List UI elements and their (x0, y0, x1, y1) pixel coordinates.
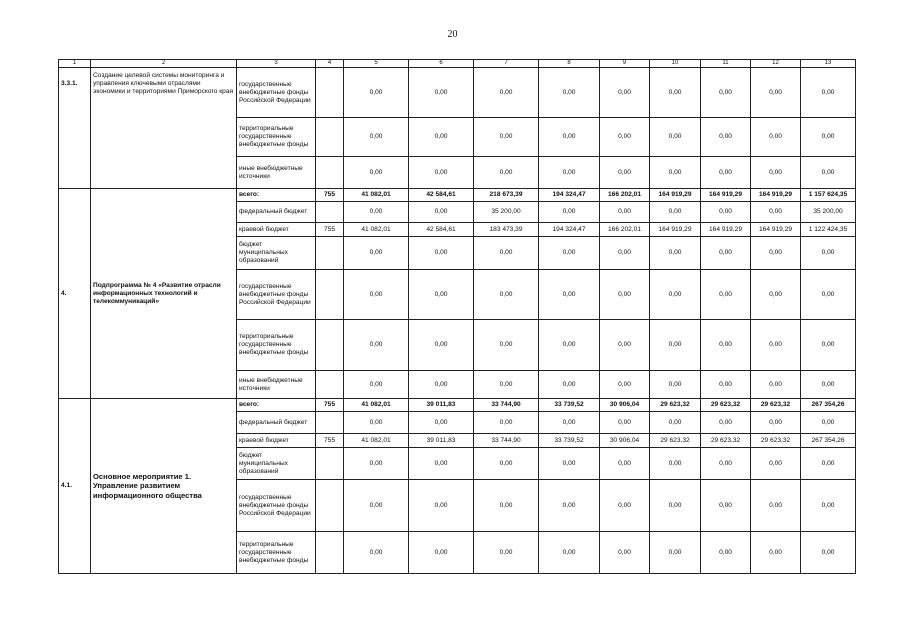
value-cell: 0,00 (344, 371, 409, 399)
value-cell: 267 354,26 (801, 434, 856, 448)
value-cell: 0,00 (650, 532, 701, 574)
value-cell: 0,00 (751, 532, 801, 574)
item-name: Подпрограмма № 4 «Развитие отрасли информационных технологий и телекоммуникаций» (91, 189, 237, 399)
value-cell: 0,00 (474, 237, 539, 270)
funding-source: иные внебюджетные источники (237, 157, 316, 189)
value-cell: 0,00 (701, 68, 751, 118)
header-cell: 7 (474, 60, 539, 68)
value-cell: 0,00 (801, 480, 856, 532)
value-cell: 1 157 624,35 (801, 189, 856, 202)
value-cell: 0,00 (701, 320, 751, 371)
value-cell: 29 623,32 (701, 434, 751, 448)
header-cell: 5 (344, 60, 409, 68)
value-cell: 0,00 (600, 371, 650, 399)
funding-source: краевой бюджет (237, 223, 316, 237)
value-cell: 0,00 (751, 270, 801, 320)
value-cell: 0,00 (801, 412, 856, 434)
funding-source: всего: (237, 399, 316, 412)
value-cell: 0,00 (600, 532, 650, 574)
value-cell: 194 324,47 (539, 223, 600, 237)
value-cell: 0,00 (701, 270, 751, 320)
value-cell: 0,00 (539, 532, 600, 574)
code-cell (316, 202, 344, 223)
value-cell: 164 919,29 (751, 189, 801, 202)
header-cell: 9 (600, 60, 650, 68)
code-cell (316, 68, 344, 118)
value-cell: 0,00 (600, 202, 650, 223)
value-cell: 30 906,04 (600, 399, 650, 412)
code-cell (316, 532, 344, 574)
funding-source: государственные внебюджетные фонды Российской Федерации (237, 270, 316, 320)
value-cell: 0,00 (474, 448, 539, 480)
value-cell: 0,00 (650, 118, 701, 157)
value-cell: 0,00 (474, 270, 539, 320)
value-cell: 0,00 (701, 412, 751, 434)
value-cell: 0,00 (409, 157, 474, 189)
value-cell: 0,00 (801, 270, 856, 320)
code-cell (316, 118, 344, 157)
header-cell: 6 (409, 60, 474, 68)
value-cell: 164 919,29 (701, 189, 751, 202)
value-cell: 0,00 (751, 448, 801, 480)
funding-source: иные внебюджетные источники (237, 371, 316, 399)
value-cell: 0,00 (409, 480, 474, 532)
item-number: 4. (59, 189, 91, 399)
value-cell: 0,00 (600, 412, 650, 434)
value-cell: 0,00 (751, 480, 801, 532)
funding-source: федеральный бюджет (237, 412, 316, 434)
value-cell: 0,00 (650, 320, 701, 371)
value-cell: 0,00 (474, 320, 539, 371)
value-cell: 0,00 (701, 157, 751, 189)
value-cell: 0,00 (650, 237, 701, 270)
value-cell: 41 082,01 (344, 189, 409, 202)
value-cell: 0,00 (801, 237, 856, 270)
value-cell: 0,00 (600, 237, 650, 270)
table-row (59, 68, 856, 118)
funding-source: территориальные государственные внебюджетные фонды (237, 118, 316, 157)
page-number: 20 (447, 29, 458, 40)
value-cell: 0,00 (600, 68, 650, 118)
item-name: Основное мероприятие 1. Управление развитием информационного общества (91, 399, 237, 574)
value-cell: 33 744,90 (474, 399, 539, 412)
table-row (59, 399, 856, 412)
table-row (59, 189, 856, 202)
value-cell: 0,00 (801, 532, 856, 574)
budget-table (58, 59, 856, 574)
code-cell: 755 (316, 223, 344, 237)
value-cell: 0,00 (701, 237, 751, 270)
value-cell: 0,00 (474, 532, 539, 574)
code-cell (316, 371, 344, 399)
value-cell: 0,00 (539, 118, 600, 157)
code-cell: 755 (316, 434, 344, 448)
value-cell: 0,00 (409, 237, 474, 270)
value-cell: 0,00 (539, 157, 600, 189)
value-cell: 35 200,00 (474, 202, 539, 223)
value-cell: 0,00 (801, 157, 856, 189)
value-cell: 0,00 (344, 480, 409, 532)
value-cell: 166 202,01 (600, 189, 650, 202)
value-cell: 0,00 (701, 532, 751, 574)
funding-source: государственные внебюджетные фонды Российской Федерации (237, 480, 316, 532)
value-cell: 0,00 (650, 202, 701, 223)
value-cell: 0,00 (801, 118, 856, 157)
value-cell: 0,00 (344, 532, 409, 574)
value-cell: 29 623,32 (701, 399, 751, 412)
value-cell: 0,00 (344, 270, 409, 320)
header-cell: 8 (539, 60, 600, 68)
value-cell: 0,00 (474, 68, 539, 118)
value-cell: 0,00 (409, 202, 474, 223)
value-cell: 0,00 (344, 68, 409, 118)
value-cell: 33 744,90 (474, 434, 539, 448)
code-cell: 755 (316, 189, 344, 202)
value-cell: 0,00 (539, 68, 600, 118)
header-cell: 10 (650, 60, 701, 68)
value-cell: 0,00 (650, 157, 701, 189)
value-cell: 0,00 (600, 157, 650, 189)
value-cell: 41 082,01 (344, 434, 409, 448)
value-cell: 0,00 (701, 118, 751, 157)
value-cell: 0,00 (751, 157, 801, 189)
value-cell: 0,00 (409, 68, 474, 118)
value-cell: 0,00 (701, 480, 751, 532)
code-cell (316, 157, 344, 189)
value-cell: 0,00 (539, 371, 600, 399)
value-cell: 0,00 (539, 448, 600, 480)
code-cell (316, 237, 344, 270)
value-cell: 0,00 (539, 270, 600, 320)
value-cell: 0,00 (539, 320, 600, 371)
value-cell: 0,00 (344, 237, 409, 270)
value-cell: 0,00 (701, 202, 751, 223)
value-cell: 0,00 (751, 320, 801, 371)
value-cell: 39 011,83 (409, 399, 474, 412)
item-number: 3.3.1. (59, 68, 91, 189)
value-cell: 218 673,39 (474, 189, 539, 202)
value-cell: 33 739,52 (539, 434, 600, 448)
value-cell: 0,00 (650, 480, 701, 532)
value-cell: 0,00 (701, 448, 751, 480)
value-cell: 0,00 (600, 320, 650, 371)
value-cell: 183 473,39 (474, 223, 539, 237)
value-cell: 0,00 (344, 448, 409, 480)
value-cell: 0,00 (539, 480, 600, 532)
value-cell: 166 202,01 (600, 223, 650, 237)
code-cell (316, 480, 344, 532)
value-cell: 0,00 (600, 270, 650, 320)
value-cell: 0,00 (344, 320, 409, 371)
value-cell: 0,00 (751, 202, 801, 223)
funding-source: бюджет муниципальных образований (237, 448, 316, 480)
value-cell: 42 584,61 (409, 223, 474, 237)
value-cell: 267 354,26 (801, 399, 856, 412)
value-cell: 164 919,29 (650, 223, 701, 237)
value-cell: 0,00 (474, 371, 539, 399)
value-cell: 42 584,61 (409, 189, 474, 202)
funding-source: бюджет муниципальных образований (237, 237, 316, 270)
value-cell: 0,00 (650, 448, 701, 480)
value-cell: 0,00 (650, 68, 701, 118)
value-cell: 29 623,32 (650, 399, 701, 412)
value-cell: 0,00 (474, 157, 539, 189)
value-cell: 29 623,32 (751, 399, 801, 412)
code-cell (316, 270, 344, 320)
value-cell: 0,00 (801, 448, 856, 480)
header-cell: 11 (701, 60, 751, 68)
value-cell: 0,00 (751, 412, 801, 434)
item-number: 4.1. (59, 399, 91, 574)
value-cell: 0,00 (650, 371, 701, 399)
value-cell: 41 082,01 (344, 223, 409, 237)
value-cell: 0,00 (751, 237, 801, 270)
header-cell: 2 (91, 60, 237, 68)
value-cell: 164 919,29 (701, 223, 751, 237)
value-cell: 0,00 (539, 412, 600, 434)
value-cell: 0,00 (344, 202, 409, 223)
value-cell: 0,00 (344, 412, 409, 434)
value-cell: 0,00 (751, 118, 801, 157)
value-cell: 41 082,01 (344, 399, 409, 412)
value-cell: 0,00 (600, 448, 650, 480)
value-cell: 0,00 (409, 320, 474, 371)
value-cell: 164 919,29 (650, 189, 701, 202)
value-cell: 29 623,32 (751, 434, 801, 448)
value-cell: 39 011,83 (409, 434, 474, 448)
value-cell: 0,00 (600, 480, 650, 532)
value-cell: 0,00 (539, 237, 600, 270)
value-cell: 35 200,00 (801, 202, 856, 223)
funding-source: государственные внебюджетные фонды Российской Федерации (237, 68, 316, 118)
header-cell: 4 (316, 60, 344, 68)
value-cell: 0,00 (600, 118, 650, 157)
value-cell: 0,00 (474, 480, 539, 532)
header-cell: 12 (751, 60, 801, 68)
value-cell: 0,00 (474, 412, 539, 434)
funding-source: федеральный бюджет (237, 202, 316, 223)
value-cell: 0,00 (650, 412, 701, 434)
value-cell: 29 623,32 (650, 434, 701, 448)
value-cell: 0,00 (344, 157, 409, 189)
value-cell: 0,00 (344, 118, 409, 157)
value-cell: 0,00 (409, 448, 474, 480)
header-cell: 1 (59, 60, 91, 68)
value-cell: 0,00 (751, 371, 801, 399)
funding-source: краевой бюджет (237, 434, 316, 448)
code-cell (316, 320, 344, 371)
item-name: Создание целевой системы мониторинга и управления ключевыми отраслями экономики и территориями Приморского края (91, 68, 237, 189)
value-cell: 164 919,29 (751, 223, 801, 237)
value-cell: 0,00 (539, 202, 600, 223)
value-cell: 0,00 (801, 320, 856, 371)
value-cell: 0,00 (474, 118, 539, 157)
value-cell: 0,00 (801, 68, 856, 118)
header-cell: 3 (237, 60, 316, 68)
header-cell: 13 (801, 60, 856, 68)
value-cell: 33 739,52 (539, 399, 600, 412)
value-cell: 1 122 424,35 (801, 223, 856, 237)
value-cell: 0,00 (409, 270, 474, 320)
funding-source: территориальные государственные внебюджетные фонды (237, 320, 316, 371)
value-cell: 0,00 (409, 118, 474, 157)
code-cell (316, 412, 344, 434)
value-cell: 0,00 (409, 412, 474, 434)
value-cell: 194 324,47 (539, 189, 600, 202)
value-cell: 0,00 (751, 68, 801, 118)
value-cell: 0,00 (409, 532, 474, 574)
funding-source: территориальные государственные внебюджетные фонды (237, 532, 316, 574)
code-cell (316, 448, 344, 480)
value-cell: 30 906,04 (600, 434, 650, 448)
value-cell: 0,00 (801, 371, 856, 399)
value-cell: 0,00 (650, 270, 701, 320)
funding-source: всего: (237, 189, 316, 202)
code-cell: 755 (316, 399, 344, 412)
value-cell: 0,00 (409, 371, 474, 399)
value-cell: 0,00 (701, 371, 751, 399)
header-row (59, 60, 856, 68)
